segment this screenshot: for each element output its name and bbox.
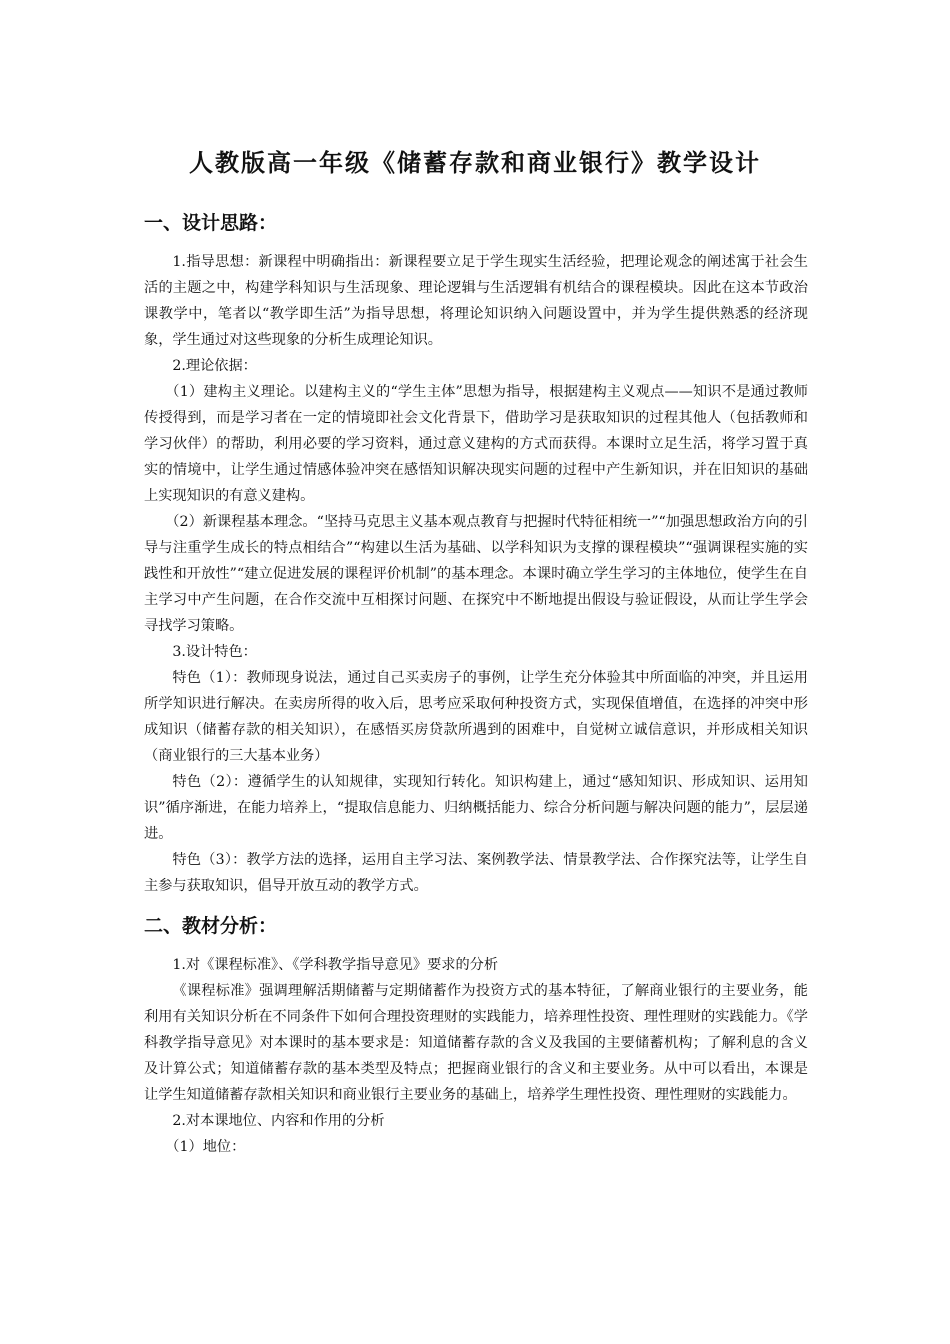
paragraph-lesson-position-label: 2.对本课地位、内容和作用的分析 (172, 1113, 385, 1129)
section-heading: 二、教材分析： (144, 915, 278, 937)
paragraph-feature-3: 特色（3）：教学方法的选择，运用自主学习法、案例教学法、情景教学法、合作探究法等，让学生自主参与获取知识，倡导开放互动的教学方式。 (144, 852, 808, 894)
document-body (144, 210, 808, 1160)
paragraph-position-label: （1）地位： (165, 1139, 246, 1155)
paragraph-new-curriculum-concept: （2）新课程基本理念。“坚持马克思主义基本观点教育与把握时代特征相统一”“加强思想政治方向的引导与注重学生成长的特点相结合”“构建以生活为基础、以学科知识为支撑的课程模块”“强调课程实施的实践性和开放性”“建立促进发展的课程评价机制”的基本理念。本课时确立学生学习的主体地位，使学生在自主学习中产生问题，在合作交流中互相探讨问题、在探究中不断地提出假设与验证假设，从而让学生学会寻找学习策略。 (144, 514, 808, 634)
paragraph-guiding-idea: 1.指导思想：新课程中明确指出：新课程要立足于学生现实生活经验，把理论观念的阐述寓于社会生活的主题之中，构建学科知识与生活现象、理论逻辑与生活逻辑有机结合的课程模块。因此在这本节政治课教学中，笔者以“教学即生活”为指导思想，将理论知识纳入问题设置中，并为学生提供熟悉的经济现象，学生通过对这些现象的分析生成理论知识。 (144, 254, 808, 348)
paragraph-standards-analysis: 《课程标准》强调理解活期储蓄与定期储蓄作为投资方式的基本特征，了解商业银行的主要业务，能利用有关知识分析在不同条件下如何合理投资理财的实践能力，培养理性投资、理性理财的实践能力。《学科教学指导意见》对本课时的基本要求是：知道储蓄存款的含义及我国的主要储蓄机构；了解利息的含义及计算公式；知道储蓄存款的基本类型及特点；把握商业银行的含义和主要业务。从中可以看出，本课是让学生知道储蓄存款相关知识和商业银行主要业务的基础上，培养学生理性投资、理性理财的实践能力。 (144, 983, 808, 1103)
paragraph-theory-basis-label: 2.理论依据： (172, 358, 257, 374)
section-heading: 一、设计思路： (144, 212, 278, 234)
paragraph-constructivism: （1）建构主义理论。以建构主义的“学生主体”思想为指导，根据建构主义观点——知识不是通过教师传授得到，而是学习者在一定的情境即社会文化背景下，借助学习是获取知识的过程其他人（包括教师和学习伙伴）的帮助，利用必要的学习资料，通过意义建构的方式而获得。本课时立足生活，将学习置于真实的情境中，让学生通过情感体验冲突在感悟知识解决现实问题的过程中产生新知识，并在旧知识的基础上实现知识的有意义建构。 (144, 384, 808, 504)
document-title: 人教版高一年级《储蓄存款和商业银行》教学设计 (189, 149, 761, 177)
paragraph-design-features-label: 3.设计特色： (172, 644, 257, 660)
section-textbook-analysis (144, 913, 808, 1160)
paragraph-feature-1: 特色（1）：教师现身说法，通过自己买卖房子的事例，让学生充分体验其中所面临的冲突，并且运用所学知识进行解决。在卖房所得的收入后，思考应采取何种投资方式，实现保值增值，在选择的冲突中形成知识（储蓄存款的相关知识），在感悟买房贷款所遇到的困难中，自觉树立诚信意识，并形成相关知识（商业银行的三大基本业务） (144, 670, 808, 764)
paragraph-feature-2: 特色（2）：遵循学生的认知规律，实现知行转化。知识构建上，通过“感知知识、形成知识、运用知识”循序渐进，在能力培养上，“提取信息能力、归纳概括能力、综合分析问题与解决问题的能力”，层层递进。 (144, 774, 808, 842)
paragraph-standards-analysis-label: 1.对《课程标准》、《学科教学指导意见》要求的分析 (172, 957, 499, 973)
section-design-ideas (144, 210, 808, 899)
